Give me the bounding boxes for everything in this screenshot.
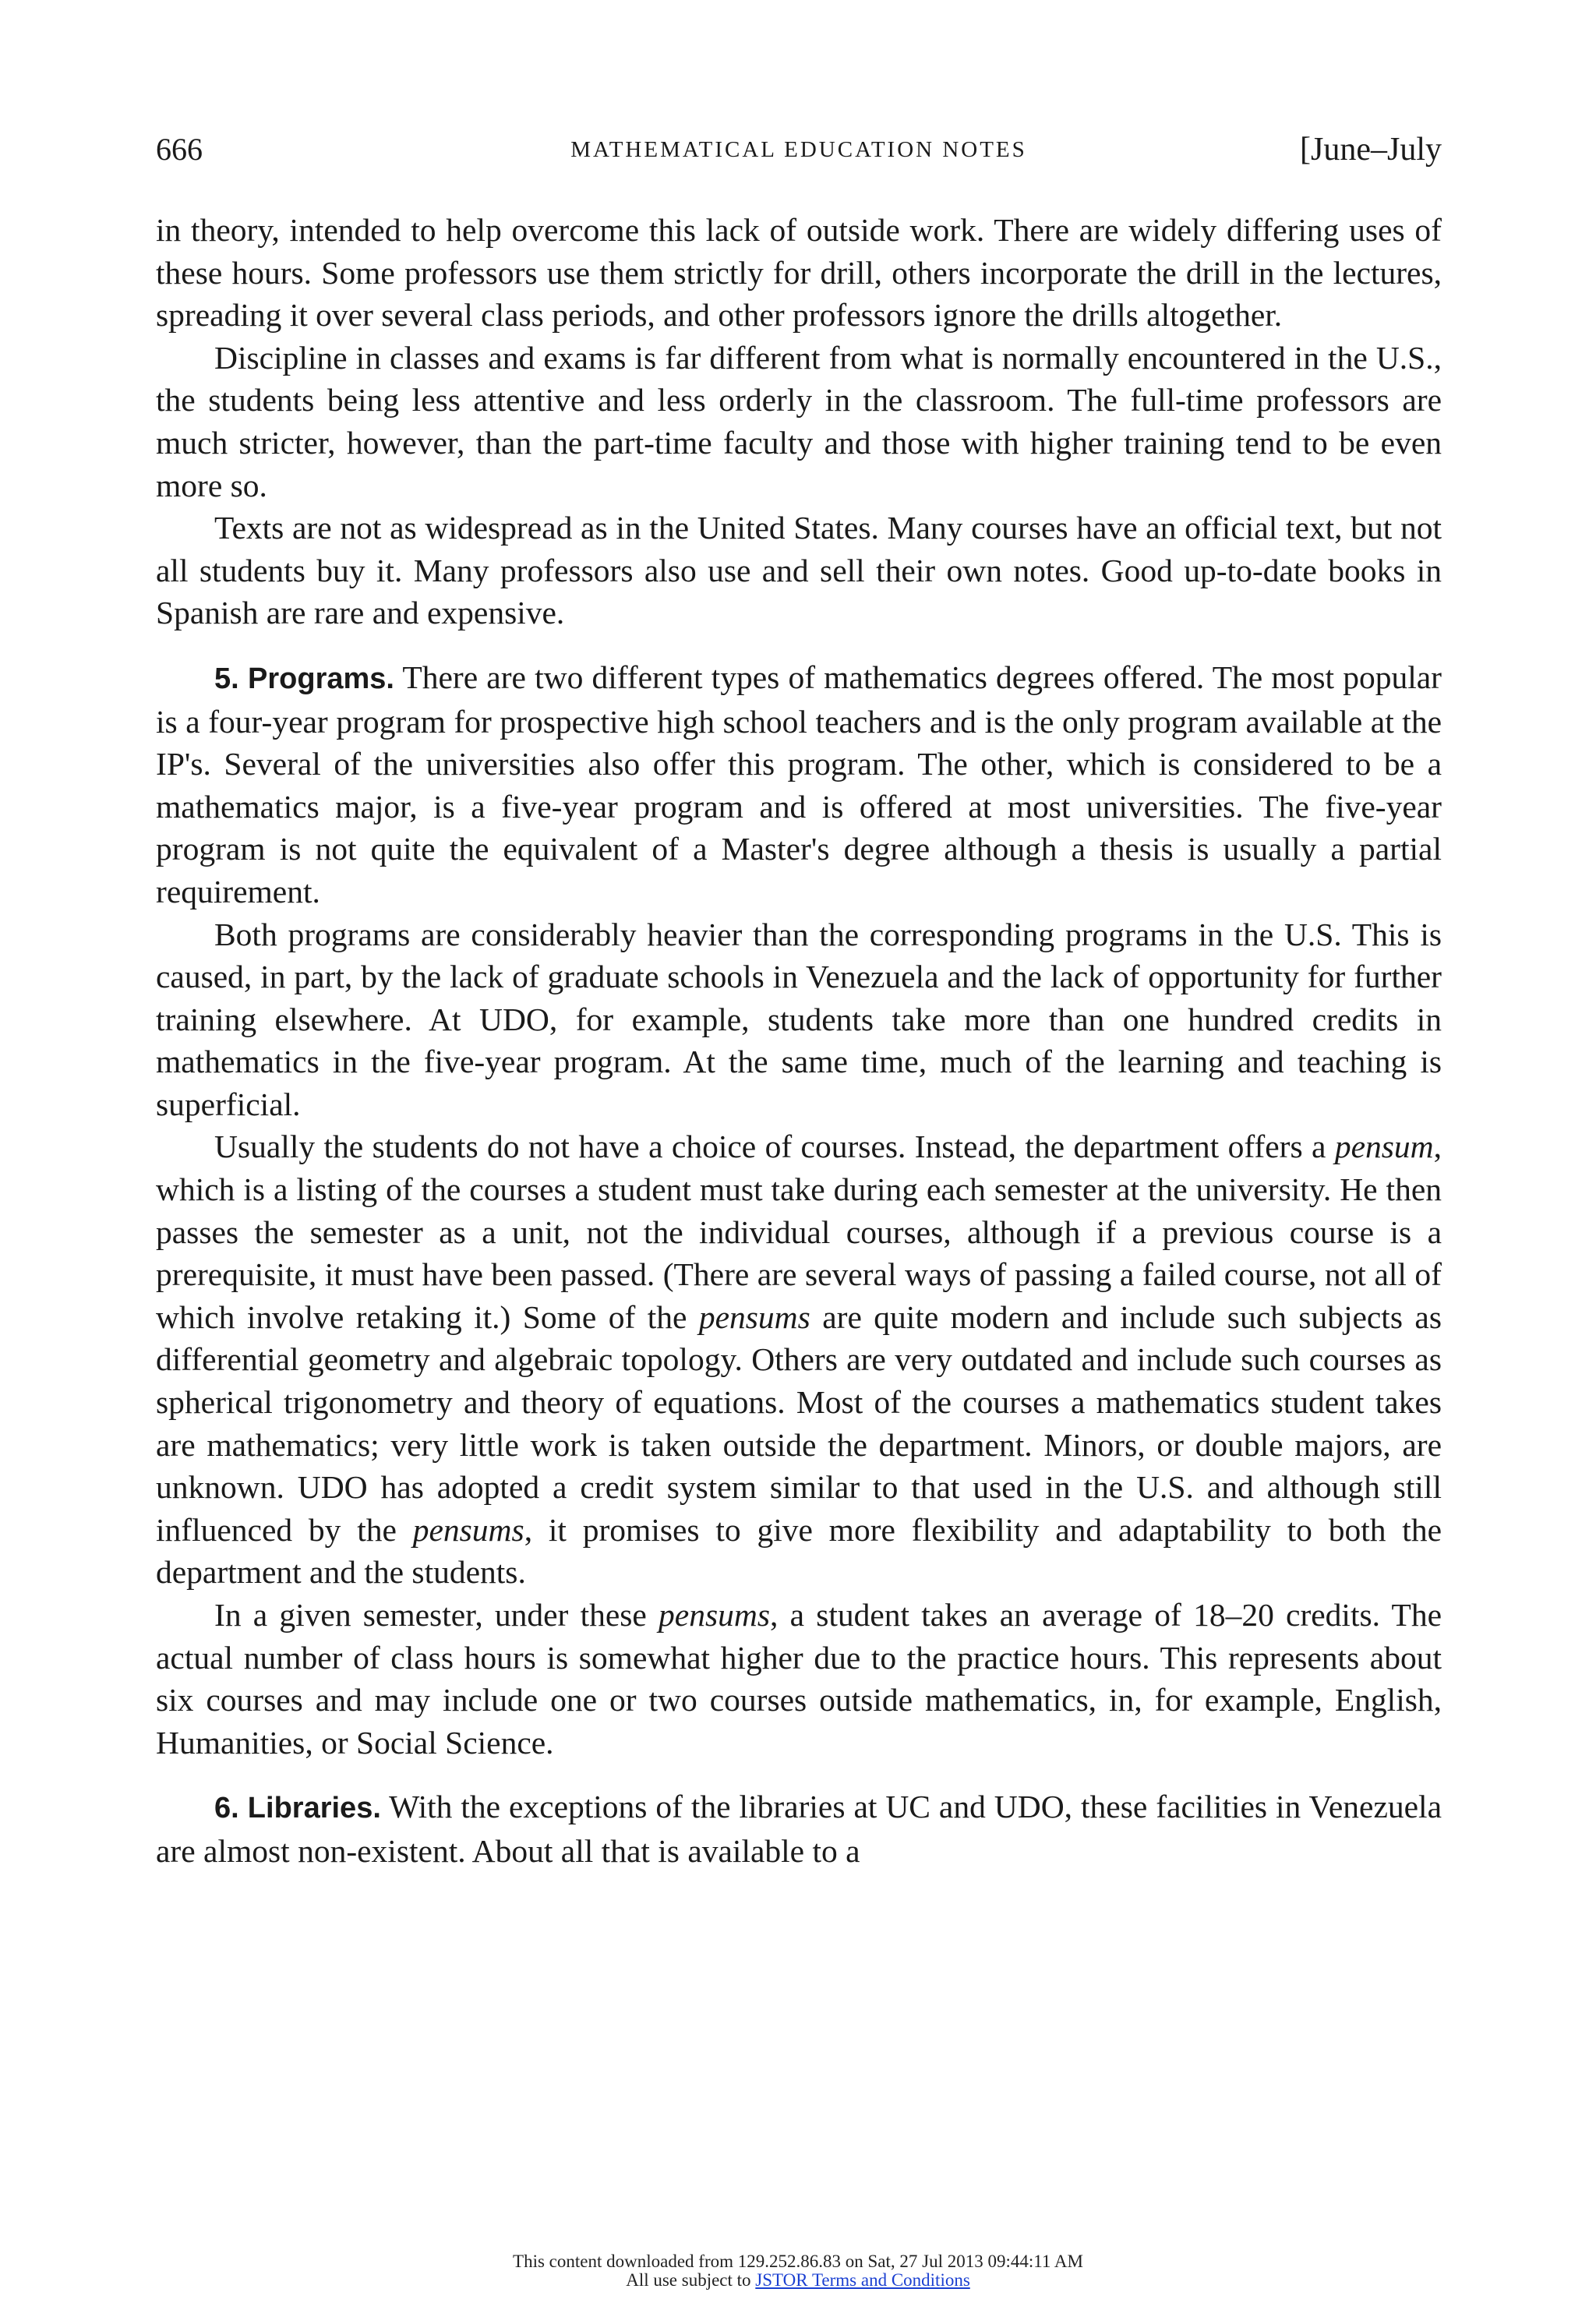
pensum-text-b: , which is a listing of the courses a student must take during each semester at the university. He then passes the semester as a unit, not the individual courses, although if a previous course is a prerequisite, it must have been passed. (There are several ways of passing a failed course, not all of which involve retaking it.) Some of the (156, 1129, 1442, 1335)
pensums-term: pensums (412, 1511, 524, 1548)
section-libraries-paragraph (156, 1785, 1442, 1872)
libraries-text: With the exceptions of the libraries at UC and UDO, these facilities in Venezuela are almost non-existent. About all that is available to a (156, 1789, 1442, 1869)
pensum-text-c: are quite modern and include such subjects as differential geometry and algebraic topology. Others are very outdated and include such courses as spherical trigonometry and theory of equations. Most of the courses a mathematics student takes are mathematics; very little work is taken outside the department. Minors, or double majors, are unknown. UDO has adopted a credit system similar to that used in the U.S. and although still influenced by the (156, 1298, 1442, 1548)
pensums-term: pensums (698, 1298, 810, 1335)
programs-text: There are two different types of mathematics degrees offered. The most popular is a four-year program for prospective high school teachers and is the only program available at the IP's. Several of the universities also offer this program. The other, which is considered to be a mathematics major, is a five-year program and is offered at most universities. The five-year program is not quite the equivalent of a Master's degree although a thesis is usually a partial requirement. (156, 659, 1442, 910)
paragraph-discipline: Discipline in classes and exams is far different from what is normally encountered in the U.S., the students being less attentive and less orderly in the classroom. The full-time professors are much stricter, however, than the part-time faculty and those with higher training tend to be even more so. (156, 339, 1442, 503)
credits-text-b: , a student takes an average of 18–20 credits. The actual number of class hours is somewhat higher due to the practice hours. This represents about six courses and may include one or two courses outside mathematics, in, for example, English, Humanities, or Social Science. (156, 1597, 1442, 1761)
pensum-text-a: Usually the students do not have a choice of courses. Instead, the department offers a (214, 1129, 1335, 1165)
terms-prefix: All use subject to (626, 2270, 756, 2290)
credits-text-a: In a given semester, under these (214, 1597, 659, 1633)
pensum-text-d: , it promises to give more flexibility and adaptability to both the department and the students. (156, 1511, 1442, 1591)
section-programs-paragraph (156, 656, 1442, 913)
section-heading-programs: 5. Programs. (214, 662, 394, 695)
page-number: 666 (156, 132, 203, 167)
article-body (156, 209, 1442, 1873)
paragraph-texts: Texts are not as widespread as in the United States. Many courses have an official text, but not all students buy it. Many professors also use and sell their own notes. Good up-to-date books in Spanish are rare and expensive. (156, 510, 1442, 631)
paragraph-pensum (156, 1125, 1442, 1594)
pensums-term: pensums (659, 1597, 770, 1633)
pensum-term: pensum (1334, 1129, 1434, 1165)
paragraph-both-programs: Both programs are considerably heavier than the corresponding programs in the U.S. This is caused, in part, by the lack of graduate schools in Venezuela and the lack of opportunity for further training elsewhere. At UDO, for example, students take more than one hundred credits in mathematics in the five-year program. At the same time, much of the learning and teaching is superficial. (156, 916, 1442, 1122)
download-footer (0, 2252, 1596, 2290)
terms-line (0, 2271, 1596, 2290)
download-notice: This content downloaded from 129.252.86.83 on Sat, 27 Jul 2013 09:44:11 AM (513, 2252, 1083, 2271)
terms-link[interactable]: JSTOR Terms and Conditions (755, 2270, 970, 2290)
paragraph-credits (156, 1594, 1442, 1764)
running-head (156, 131, 1442, 178)
section-heading-libraries: 6. Libraries. (214, 1792, 381, 1825)
journal-title: MATHEMATICAL EDUCATION NOTES (570, 137, 1027, 162)
issue-date: [June–July (1300, 132, 1442, 168)
paragraph-continued: in theory, intended to help overcome this lack of outside work. There are widely differing uses of these hours. Some professors use them strictly for drill, others incorporate the drill in the lectures, spreading it over several class periods, and other professors ignore the drills altogether. (156, 212, 1442, 334)
